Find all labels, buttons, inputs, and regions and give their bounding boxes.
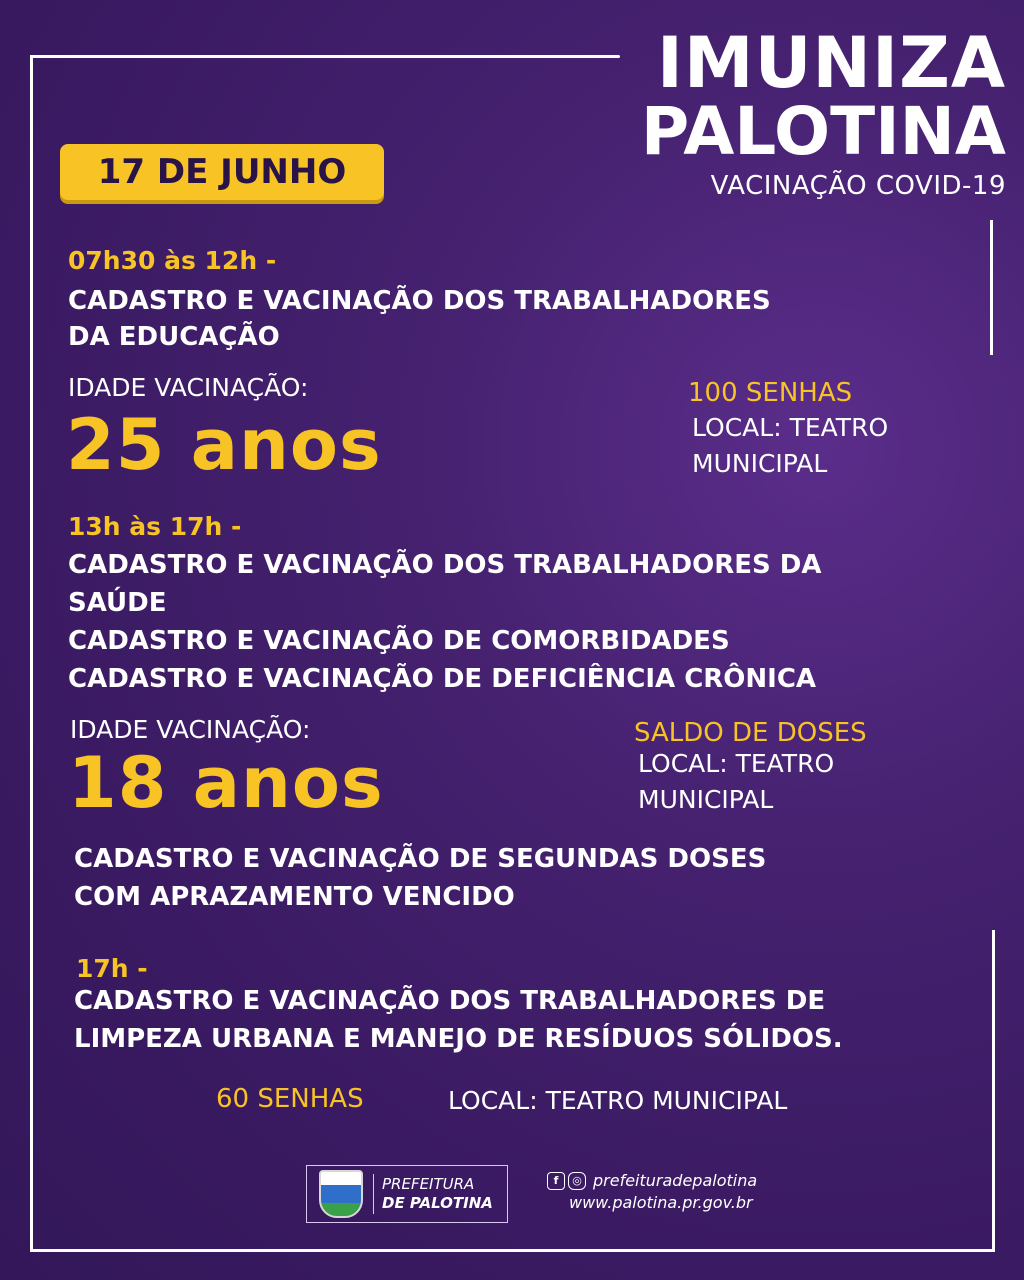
session1-line1: CADASTRO E VACINAÇÃO DOS TRABALHADORES	[68, 286, 771, 316]
session3-location: LOCAL: TEATRO MUNICIPAL	[448, 1086, 788, 1115]
session2-extra-line2: COM APRAZAMENTO VENCIDO	[74, 882, 515, 912]
session2-age-value: 18 anos	[68, 742, 384, 824]
social-links	[547, 1170, 757, 1214]
session1-location-line2: MUNICIPAL	[692, 449, 828, 478]
title-subtitle: VACINAÇÃO COVID-19	[710, 171, 1006, 201]
frame-right-line-top	[990, 220, 993, 355]
session2-line3: CADASTRO E VACINAÇÃO DE COMORBIDADES	[68, 626, 730, 656]
session3-time: 17h -	[76, 954, 148, 983]
session1-tickets: 100 SENHAS	[688, 378, 853, 408]
session3-tickets: 60 SENHAS	[216, 1084, 364, 1114]
session3-line2: LIMPEZA URBANA E MANEJO DE RESÍDUOS SÓLIDOS.	[74, 1024, 843, 1054]
palotina-crest-icon	[319, 1170, 363, 1218]
frame-left-line	[30, 55, 33, 1252]
session2-location-line1: LOCAL: TEATRO	[638, 749, 835, 778]
logo-text	[382, 1175, 493, 1213]
session3-line1: CADASTRO E VACINAÇÃO DOS TRABALHADORES DE	[74, 986, 826, 1016]
instagram-icon[interactable]: ◎	[568, 1172, 586, 1190]
social-handle[interactable]: prefeituradepalotina	[593, 1171, 758, 1190]
frame-top-line	[30, 55, 620, 58]
frame-right-line-bottom	[992, 930, 995, 1252]
session2-time: 13h às 17h -	[68, 512, 242, 541]
logo-line1: PREFEITURA	[382, 1175, 475, 1193]
session2-line4: CADASTRO E VACINAÇÃO DE DEFICIÊNCIA CRÔNICA	[68, 664, 817, 694]
title-line-2: PALOTINA	[640, 93, 1006, 170]
frame-bottom-line	[30, 1249, 995, 1252]
session2-location-line2: MUNICIPAL	[638, 785, 774, 814]
date-badge: 17 DE JUNHO	[60, 144, 384, 200]
session2-extra-line1: CADASTRO E VACINAÇÃO DE SEGUNDAS DOSES	[74, 844, 767, 874]
logo-line2: DE PALOTINA	[382, 1194, 493, 1212]
session2-line2: SAÚDE	[68, 588, 167, 618]
session1-location-line1: LOCAL: TEATRO	[692, 413, 889, 442]
session2-age-label: IDADE VACINAÇÃO:	[70, 715, 311, 744]
session1-line2: DA EDUCAÇÃO	[68, 322, 280, 352]
website-link[interactable]: www.palotina.pr.gov.br	[569, 1193, 753, 1212]
title-line-1: IMUNIZA	[656, 22, 1006, 104]
prefeitura-logo	[306, 1165, 508, 1223]
session1-time: 07h30 às 12h -	[68, 246, 277, 275]
facebook-icon[interactable]: f	[547, 1172, 565, 1190]
session1-age-value: 25 anos	[66, 404, 382, 486]
session2-line1: CADASTRO E VACINAÇÃO DOS TRABALHADORES DA	[68, 550, 822, 580]
session2-tickets: SALDO DE DOSES	[634, 718, 867, 748]
session1-age-label: IDADE VACINAÇÃO:	[68, 373, 309, 402]
campaign-title	[640, 22, 1006, 204]
logo-divider	[373, 1174, 374, 1214]
